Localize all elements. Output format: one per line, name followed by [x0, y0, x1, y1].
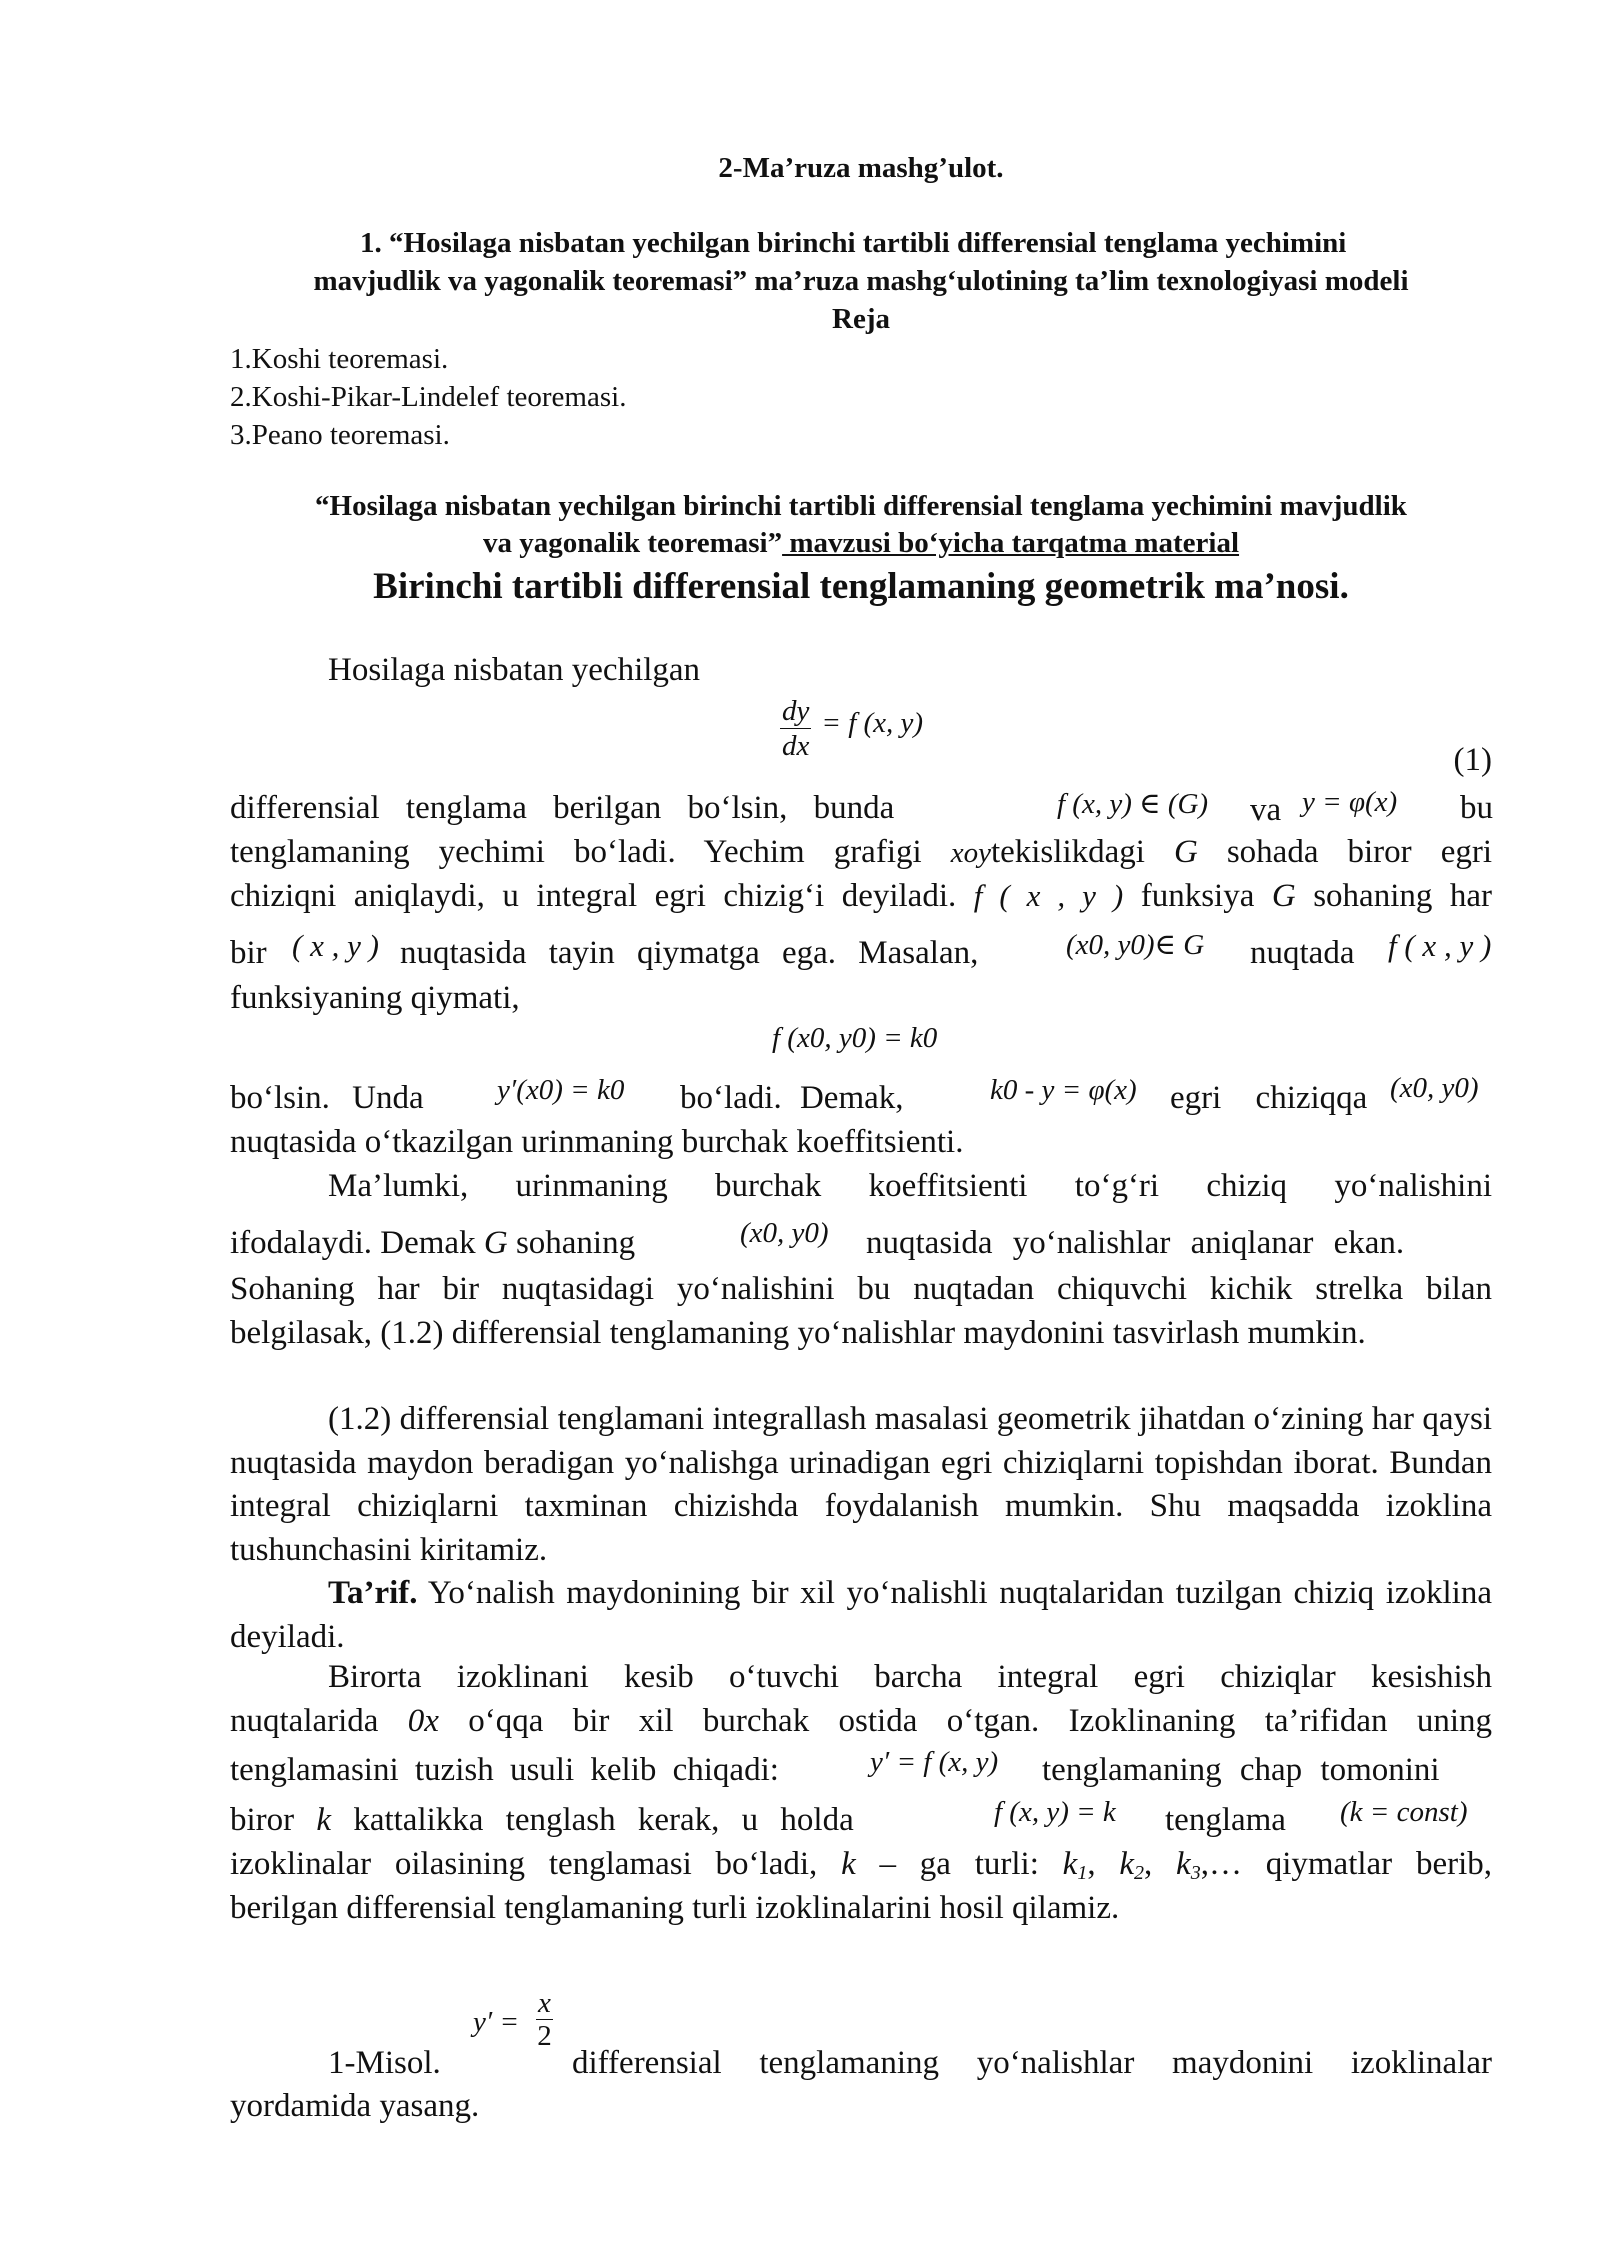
- paragraph-5: (1.2) differensial tenglamani integrallash masalasi geometrik jihatdan o‘zining har qaysi nuqtasida maydon beradigan yo‘nalishga urinadigan egri chiziqlarni topishdan iborat. Bundan integral chiziqlarni taxminan chizishda foydalanish mumkin. Shu maqsadda izoklina tushunchasini kiritamiz.: [230, 1401, 1492, 1568]
- definition-paragraph: Ta’rif. Yo‘nalish maydonining bir xil yo‘nalishli nuqtalaridan tuzilgan chiziq izoklina deyiladi.: [230, 1575, 1492, 1655]
- example-1: 1-Misol. y′ = $\frac{x}{2}$ differensial tenglamaning yo‘nalishlar maydonini izoklinalar yordamida yasang.: [230, 1987, 1492, 2124]
- topic-title-line2: mavjudlik va yagonalik teoremasi” ma’ruza mashg‘ulotining ta’lim texnologiyasi modeli: [313, 265, 1409, 297]
- example-fraction: $\frac{x}{2}$: [537, 1987, 552, 2052]
- paragraph-3-line2: nuqtasida o‘tkazilgan urinmaning burchak koeffitsienti.: [230, 1124, 964, 1160]
- paragraph-2-line1: differensial tenglama berilgan bo‘lsin, bunda f (x, y) ∈ (G) va y = φ(x) bu: [230, 786, 1493, 828]
- plan-list: [230, 340, 626, 454]
- paragraph-2-line4: bir ( x , y ) nuqtasida tayin qiymatga ega. Masalan, (x0, y0)∈ G nuqtada f ( x , y ): [230, 928, 1492, 971]
- lecture-heading: 2-Ma’ruza mashg’ulot.: [718, 152, 1004, 184]
- section-title: Birinchi tartibli differensial tenglamaning geometrik ma’nosi.: [373, 566, 1349, 607]
- plan-title: Reja: [832, 303, 890, 335]
- paragraph-7-line4: biror k kattalikka tenglash kerak, u holda f (x, y) = k tenglama (k = const): [230, 1796, 1468, 1838]
- equation-2: f (x0, y0) = k0: [772, 1022, 938, 1054]
- paragraph-7-line1: Birorta izoklinani kesib o‘tuvchi barcha integral egri chiziqlar kesishish: [328, 1659, 1492, 1695]
- paragraph-3-line1: bo‘lsin. Unda y′(x0) = k0 bo‘ladi. Demak, k0 - y = φ(x) egri chiziqqa (x0, y0): [230, 1072, 1479, 1116]
- plan-item: 2.Koshi-Pikar-Lindelef teoremasi.: [230, 381, 627, 413]
- intro-text: Hosilaga nisbatan yechilgan: [328, 652, 701, 688]
- paragraph-7-line3: tenglamasini tuzish usuli kelib chiqadi: y′ = f (x, y) tenglamaning chap tomonini: [230, 1746, 1440, 1788]
- example-label: 1-Misol.: [328, 2045, 441, 2081]
- paragraph-7-line2: nuqtalarida 0x o‘qqa bir xil burchak ostida o‘tgan. Izoklinaning ta’rifidan uning: [230, 1703, 1492, 1739]
- paragraph-4-line1: Ma’lumki, urinmaning burchak koeffitsienti to‘g‘ri chiziq yo‘nalishini: [328, 1168, 1492, 1204]
- paragraph-2-line3: chiziqni aniqlaydi, u integral egri chizig‘i deyiladi. f ( x , y ) funksiya G sohaning har: [230, 878, 1492, 914]
- handout-title-line2: va yagonalik teoremasi” mavzusi bo‘yicha tarqatma material: [482, 527, 1240, 559]
- paragraph-4-line2: ifodalaydi. Demak G sohaning (x0, y0) nuqtasida yo‘nalishlar aniqlanar ekan.: [230, 1217, 1405, 1261]
- paragraph-2-line5: funksiyaning qiymati,: [230, 980, 520, 1016]
- paragraph-7-line5: izoklinalar oilasining tenglamasi bo‘ladi, k – ga turli: $k_1$, $k_2$, $k_3,\dots$ qiymatlar berib,: [230, 1846, 1493, 1884]
- paragraph-4-rest: Sohaning har bir nuqtasidagi yo‘nalishini bu nuqtadan chiquvchi kichik strelka bilan belgilasak, (1.2) differensial tenglamaning yo‘nalishlar maydonini tasvirlash mumkin.: [230, 1271, 1492, 1351]
- equation-1: $\frac{dy}{dx}$ = f (x, y): [782, 695, 924, 762]
- derivative-fraction: $\frac{dy}{dx}$: [782, 695, 810, 762]
- definition-term: Ta’rif.: [328, 1575, 418, 1611]
- plan-item: 3.Peano teoremasi.: [230, 419, 450, 451]
- handout-title-line1: “Hosilaga nisbatan yechilgan birinchi tartibli differensial tenglama yechimini mavjudlik: [315, 490, 1407, 522]
- paragraph-2-line2: tenglamaning yechimi bo‘ladi. Yechim grafigi xoytekislikdagi G sohada biror egri: [230, 834, 1492, 870]
- topic-title-line1: 1. “Hosilaga nisbatan yechilgan birinchi tartibli differensial tenglama yechimini: [360, 227, 1347, 259]
- paragraph-7-line6: berilgan differensial tenglamaning turli izoklinalarini hosil qilamiz.: [230, 1890, 1120, 1926]
- equation-label: (1): [1453, 742, 1492, 778]
- plan-item: 1.Koshi teoremasi.: [230, 343, 449, 375]
